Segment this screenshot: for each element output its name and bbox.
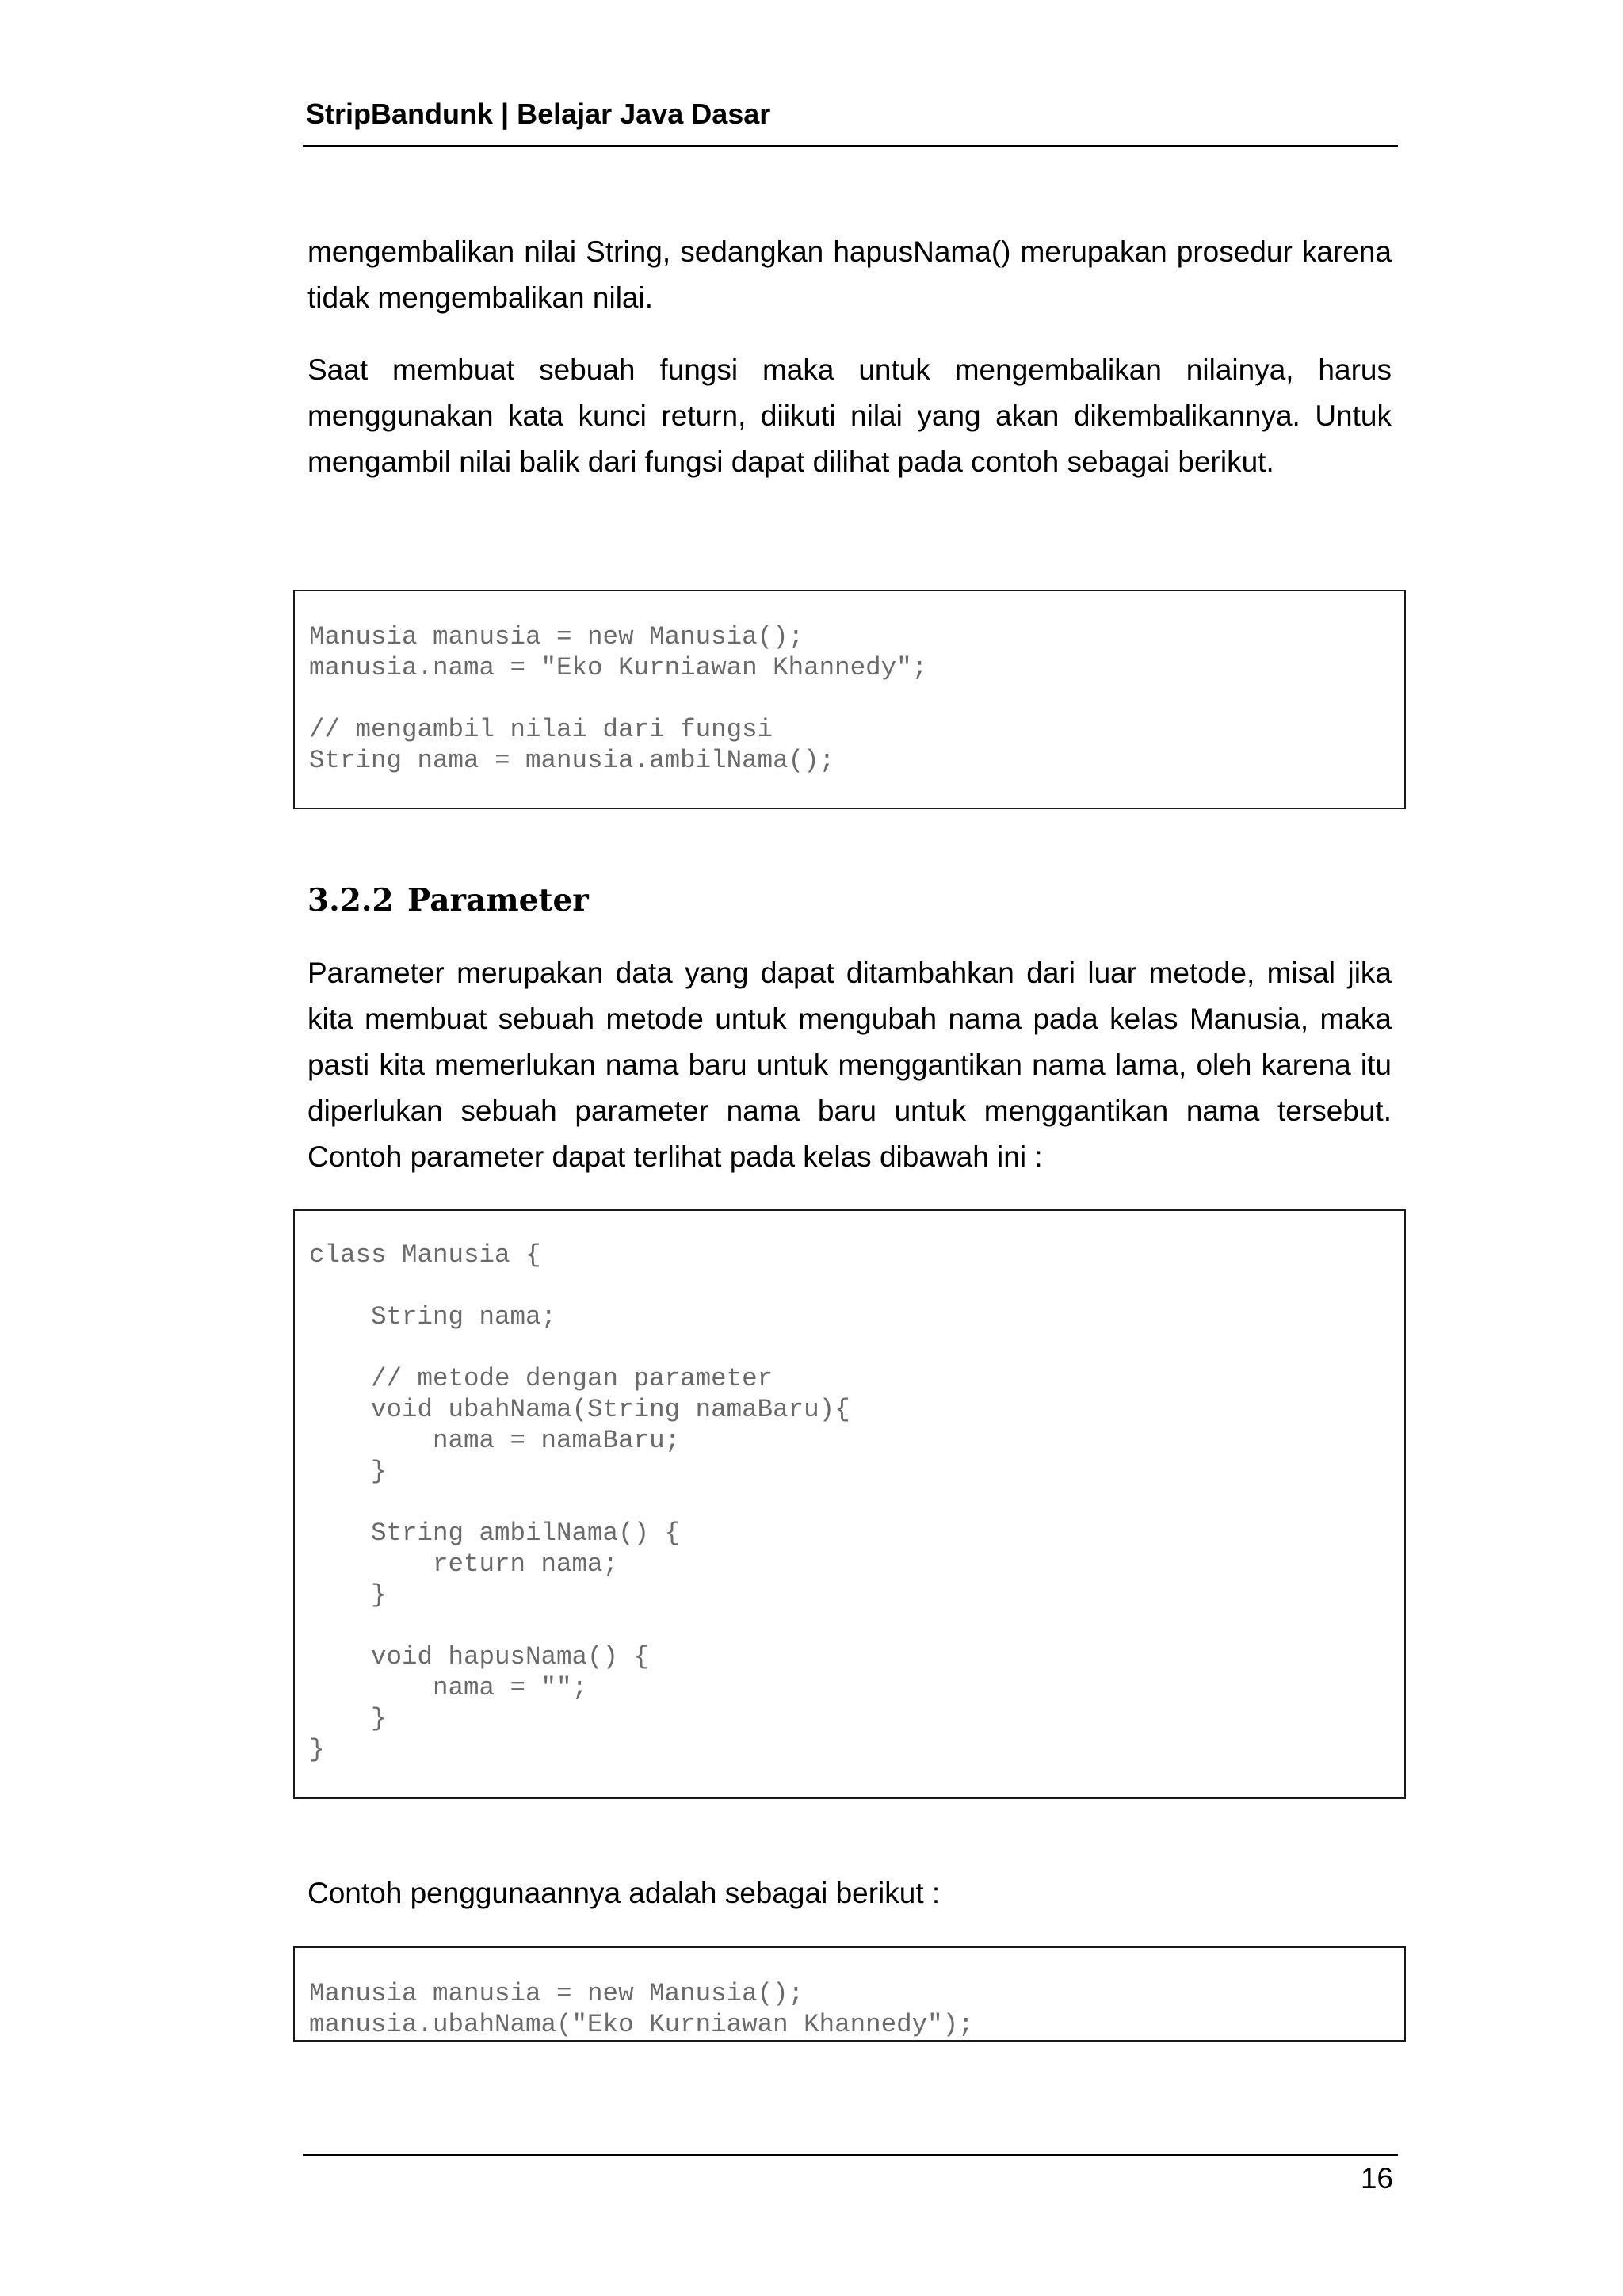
footer-divider [303, 2154, 1398, 2156]
code-block-class-manusia [293, 1209, 1406, 1799]
section-heading [307, 880, 589, 921]
section-number: 3.2.2 [307, 882, 394, 919]
code-listing: Manusia manusia = new Manusia(); manusia.ubahNama("Eko Kurniawan Khannedy"); [309, 1979, 974, 2039]
page-number: 16 [1360, 2162, 1393, 2195]
code-block-ubah-nama [293, 1946, 1406, 2042]
paragraph-return-keyword: Saat membuat sebuah fungsi maka untuk mengembalikan nilainya, harus menggunakan kata kunci return, diikuti nilai yang akan dikembalikannya. Untuk mengambil nilai balik dari fungsi dapat dilihat pada contoh sebagai berikut. [307, 353, 1392, 478]
paragraph-usage: Contoh penggunaannya adalah sebagai berikut : [307, 1877, 941, 1909]
paragraph-parameter: Parameter merupakan data yang dapat ditambahkan dari luar metode, misal jika kita membuat sebuah metode untuk mengubah nama pada kelas Manusia, maka pasti kita memerlukan nama baru untuk menggantikan nama lama, oleh karena itu diperlukan sebuah parameter nama baru untuk menggantikan nama tersebut. Contoh parameter dapat terlihat pada kelas dibawah ini : [307, 957, 1392, 1173]
code-listing: Manusia manusia = new Manusia(); manusia.nama = "Eko Kurniawan Khannedy"; // mengambil nilai dari fungsi String nama = manusia.ambilNama(); [309, 622, 928, 775]
code-listing: class Manusia { String nama; // metode dengan parameter void ubahNama(String namaBaru){ nama = namaBaru; } String ambilNama() { return nama; } void hapusNama() { nama = ""; } } [309, 1240, 850, 1764]
code-block-ambil-nama [293, 590, 1406, 809]
paragraph-return-value: mengembalikan nilai String, sedangkan hapusNama() merupakan prosedur karena tidak mengembalikan nilai. [307, 235, 1392, 314]
header-divider [303, 145, 1398, 147]
running-header: StripBandunk | Belajar Java Dasar [306, 97, 771, 130]
section-title: Parameter [407, 882, 589, 919]
